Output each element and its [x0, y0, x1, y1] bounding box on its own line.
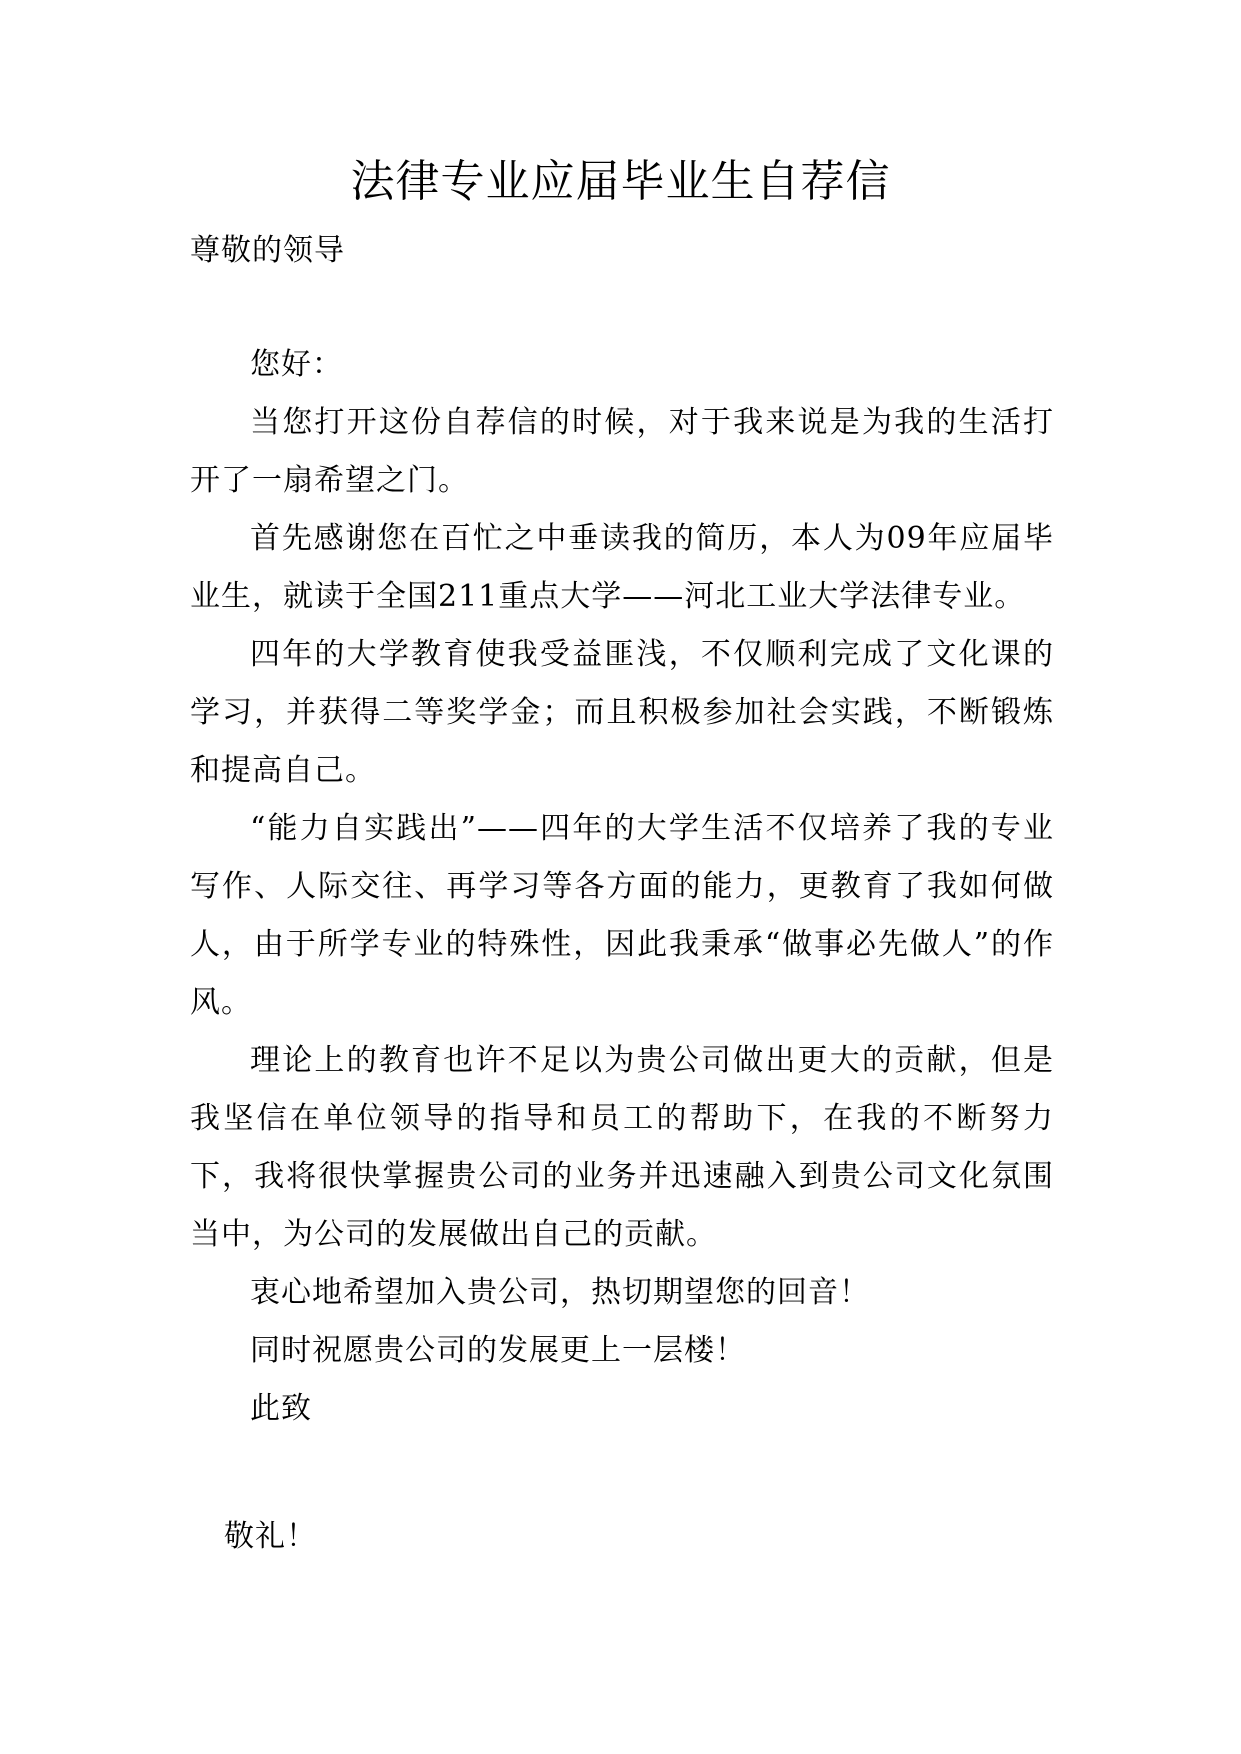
paragraph-hope: 衷心地希望加入贵公司，热切期望您的回音！ — [250, 1275, 870, 1310]
paragraph-education: 四年的大学教育使我受益匪浅，不仅顺利完成了文化课的学习，并获得二等奖学金；而且积极参加社会实践，不断锻炼和提高自己。 — [190, 637, 1054, 788]
paragraph-commitment: 理论上的教育也许不足以为贵公司做出更大的贡献，但是我坚信在单位领导的指导和员工的帮助下，在我的不断努力下，我将很快掌握贵公司的业务并迅速融入到贵公司文化氛围当中，为公司的发展做出自己的贡献。 — [190, 1043, 1054, 1252]
letter-body — [190, 336, 1054, 1438]
salutation: 尊敬的领导 — [190, 233, 345, 268]
paragraph-introduction: 首先感谢您在百忙之中垂读我的简历，本人为09年应届毕业生，就读于全国211重点大学——河北工业大学法律专业。 — [190, 521, 1054, 614]
paragraph-wishes: 同时祝愿贵公司的发展更上一层楼！ — [250, 1333, 746, 1368]
greeting: 您好： — [250, 347, 343, 382]
paragraph-closing-phrase: 此致 — [250, 1391, 312, 1426]
paragraph-opening: 当您打开这份自荐信的时候，对于我来说是为我的生活打开了一扇希望之门。 — [190, 405, 1054, 498]
closing-respect: 敬礼！ — [224, 1519, 317, 1554]
paragraph-abilities: “能力自实践出”——四年的大学生活不仅培养了我的专业写作、人际交往、再学习等各方面的能力，更教育了我如何做人，由于所学专业的特殊性，因此我秉承“做事必先做人”的作风。 — [190, 811, 1054, 1020]
document-title: 法律专业应届毕业生自荐信 — [350, 156, 891, 207]
